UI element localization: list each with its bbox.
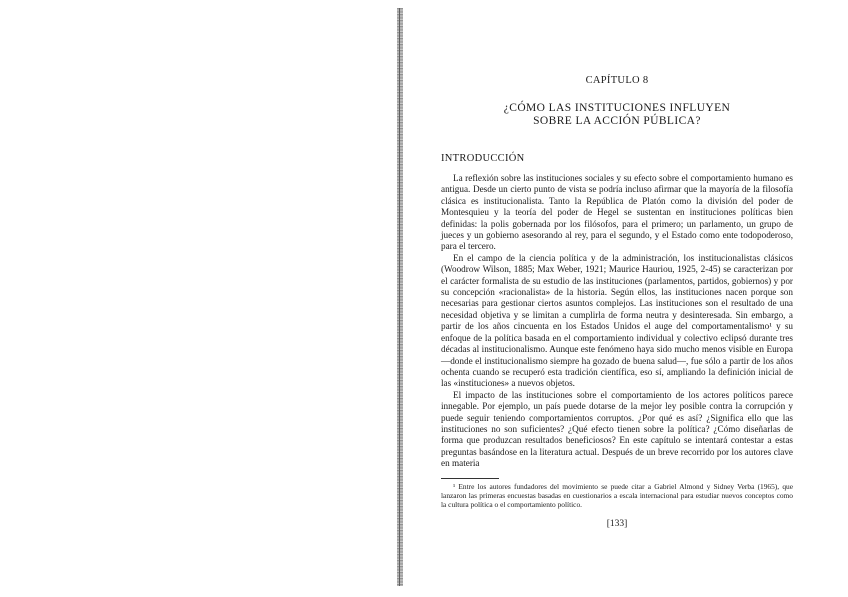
- chapter-title-line-2: SOBRE LA ACCIÓN PÚBLICA?: [533, 115, 701, 127]
- chapter-label: CAPÍTULO 8: [585, 75, 649, 86]
- section-title: INTRODUCCIÓN: [441, 153, 525, 164]
- paragraph-2: En el campo de la ciencia política y de la administración, los institucionalistas clásicos (Woodrow Wilson, 1885; Max Weber, 1921; Maurice Hauriou, 1925, 2-45) se caracterizan por el carácter formalista de su estudio de las instituciones (parlamentos, partidos, gobiernos) y por su concepción «racionalista» de la historia. Según ellos, las instituciones nacen porque son necesarias para gestionar ciertos asuntos complejos. Las instituciones son el resultado de una necesidad objetiva y se limitan a cumplirla de forma neutra y desinteresada. Sin embargo, a partir de los años cincuenta en los Estados Unidos el auge del comportamentalismo¹ y su enfoque de la política basada en el comportamiento individual y colectivo eclipsó durante tres décadas al institucionalismo. Aunque este fenómeno haya sido mucho menos visible en Europa —donde el institucionalismo siempre ha gozado de buena salud—, fue sólo a partir de los años ochenta cuando se recuperó esta tradición científica, eso sí, ampliando la definición inicial de las «instituciones» a nuevos objetos.: [441, 252, 793, 389]
- page-number: [133]: [606, 519, 628, 530]
- paragraph-3: El impacto de las instituciones sobre el comportamiento de los actores políticos parece innegable. Por ejemplo, un país puede dotarse de la mejor ley posible contra la corrupción y puede seguir teniendo comportamientos corruptos. ¿Por qué es así? ¿Significa ello que las instituciones no son suficientes? ¿Qué efecto tienen sobre la política? ¿Cómo diseñarlas de forma que produzcan resultados beneficiosos? En este capítulo se intentará contestar a estas preguntas basándose en la literatura actual. Después de un breve recorrido por los autores clave en materia: [441, 389, 793, 469]
- footnote: ¹ Entre los autores fundadores del movimiento se puede citar a Gabriel Almond y Sidney Verba (1965), que lanzaron las primeras encuestas basadas en cuestionarios a escala internacional para estudiar nuevos conceptos como la cultura política o el comportamiento político.: [441, 481, 793, 509]
- book-spine-shadow: [397, 8, 403, 586]
- body-text: [441, 173, 793, 470]
- paragraph-1: La reflexión sobre las instituciones sociales y su efecto sobre el comportamiento humano es antigua. Desde un cierto punto de vista se podría incluso afirmar que la mayoría de la filosofía clásica es institucionalista. Tanto la República de Platón como la división del poder de Montesquieu y la teoría del poder de Hegel se sustentan en instituciones políticas bien definidas: la polis gobernada por los filósofos, para el primero; un parlamento, un grupo de jueces y un gobierno asesorando al rey, para el segundo, y el Estado como ente todopoderoso, para el tercero.: [441, 173, 793, 252]
- chapter-title-line-1: ¿CÓMO LAS INSTITUCIONES INFLUYEN: [503, 102, 731, 114]
- footnote-rule: [441, 478, 499, 479]
- book-page: [441, 74, 793, 529]
- chapter-title: [441, 102, 793, 128]
